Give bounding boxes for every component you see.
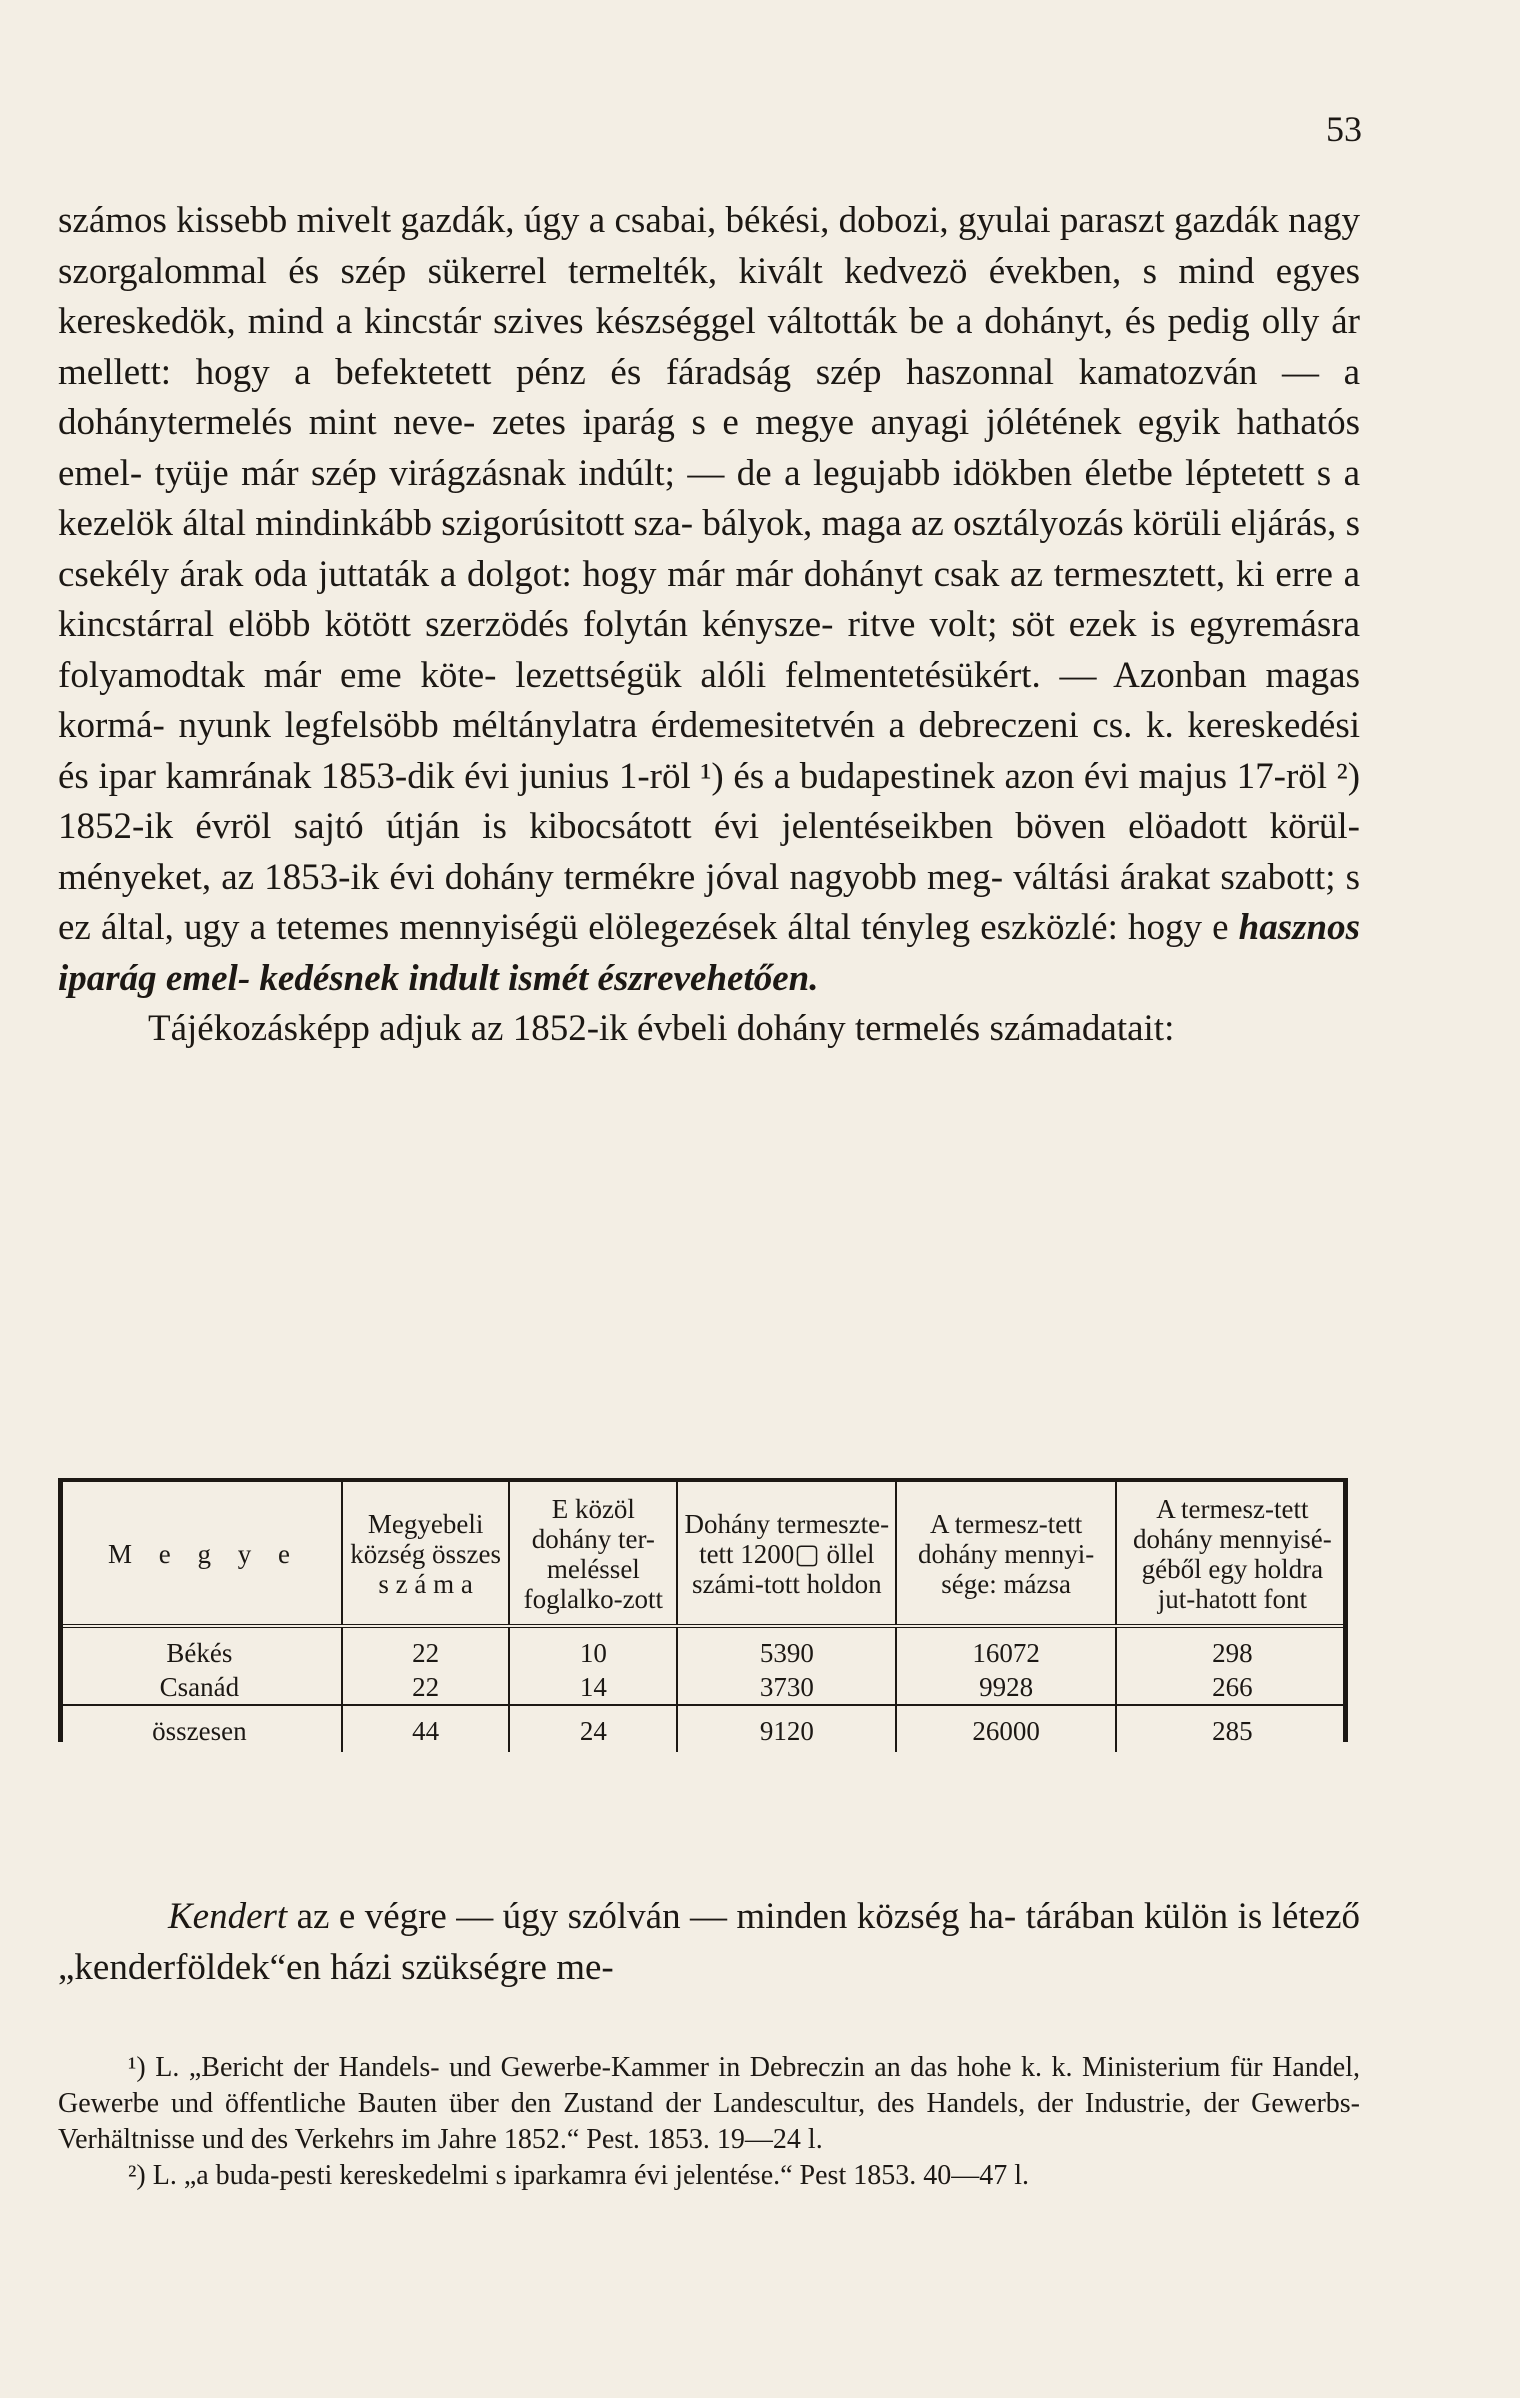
cell: 5390 <box>677 1626 896 1670</box>
cell: 22 <box>342 1626 510 1670</box>
text-line: lezettségük alóli felmentetésükért. — Azonban magas kormá- <box>58 654 1361 746</box>
text-line: útján is kibocsátott évi jelentéseikben böven elöadott körül- <box>385 806 1360 847</box>
text-line: mind a kincstár szives készséggel váltották be a dohányt, és <box>247 301 1156 342</box>
text-line: zetes iparág s e megye anyagi jólétének egyik hathatós emel- <box>58 402 1360 494</box>
cell: Békés <box>166 1638 233 1668</box>
cell: 266 <box>1116 1670 1348 1705</box>
table-border-right <box>1343 1482 1348 1742</box>
header-megye: M e g y e <box>108 1539 300 1569</box>
text-line: tárában külön is létező „kenderföldek“en házi szükségre me- <box>58 1896 1361 1988</box>
text-line: tyüje már szép virágzásnak indúlt; — de a legujabb idökben <box>154 452 1072 494</box>
main-paragraph <box>58 196 1360 1055</box>
cell: 298 <box>1116 1626 1348 1670</box>
text-line: Tájékozásképp adjuk az 1852-ik évbeli dohány termelés <box>148 1008 981 1049</box>
tobacco-table <box>58 1478 1348 1752</box>
text-line: ritve volt; söt ezek is egyremásra folyamodtak már eme köte- <box>58 604 1361 696</box>
header-kozseg: Megyebeli község összes s z á m a <box>342 1480 510 1626</box>
text-line: váltási árakat szabott; s ez által, ugy a tetemes mennyiségü <box>58 856 1361 948</box>
cell: 44 <box>342 1705 510 1752</box>
cell: 9928 <box>896 1670 1115 1705</box>
text-line: bályok, maga az osztályozás körüli eljárás, s csekély árak oda <box>58 503 1361 595</box>
text-line: szép haszonnal kamatozván — a dohánytermelés mint neve- <box>58 351 1360 443</box>
emphasis-text: hasznos iparág emel- <box>58 907 1360 999</box>
text-line: gyulai paraszt gazdák nagy szorgalommal és szép sükerrel <box>58 200 1360 292</box>
cell: 9120 <box>677 1705 896 1752</box>
header-hold: Dohány termeszte-tett 1200▢ öllel számi-tott holdon <box>677 1480 896 1626</box>
text-line: pedig olly ár mellett: hogy a befektetett pénz és fáradság <box>58 301 1360 393</box>
table-row <box>58 1626 1348 1670</box>
after-table-paragraph <box>58 1892 1360 1993</box>
text-line: ményeket, az 1853-ik évi dohány termékre jóval nagyobb meg- <box>58 856 1004 898</box>
cell: 285 <box>1116 1705 1348 1752</box>
text-line: termelték, kivált kedvezö években, s mind egyes kereskedök, <box>58 250 1361 342</box>
text-line: k. kereskedési és ipar kamrának 1853-dik évi junius 1-röl ¹) <box>58 705 1360 797</box>
header-dohanytermelo: E közöl dohány ter-meléssel foglalko-zott <box>509 1480 677 1626</box>
page-number: 53 <box>1326 109 1362 149</box>
cell: 16072 <box>896 1626 1115 1670</box>
text-line: nyunk legfelsöbb méltánylatra érdemesitetvén a debreczeni cs. <box>178 705 1133 746</box>
cell: 22 <box>342 1670 510 1705</box>
table-border-left <box>58 1482 63 1742</box>
cell: 10 <box>509 1626 677 1670</box>
text-line: ki erre a kincstárral elöbb kötött szerzödés folytán kénysze- <box>58 553 1360 645</box>
table-intro <box>58 1004 1360 1055</box>
table-total-row <box>58 1705 1348 1752</box>
header-mazsa: A termesz-tett dohány mennyi-sége: mázsa <box>896 1480 1115 1626</box>
emphasis-text: kedésnek indult ismét észrevehetően. <box>259 957 819 999</box>
text-line: az e végre — úgy szólván — minden község ha- <box>287 1896 1017 1937</box>
cell: Csanád <box>159 1672 240 1702</box>
text-line: elölegezések által tényleg eszközlé: hogy e <box>588 907 1229 948</box>
footnote-2: ²) L. „a buda-pesti kereskedelmi s iparkamra évi jelentése.“ Pest 1853. 40—47 l. <box>128 2160 1030 2191</box>
paragraph-body <box>58 196 1360 1004</box>
paragraph-body <box>58 1892 1360 1993</box>
text-line: számos kissebb mivelt gazdák, úgy a csabai, békési, dobozi, <box>58 200 949 241</box>
cell: 24 <box>509 1705 677 1752</box>
footnote-1: ¹) L. „Bericht der Handels- und Gewerbe-Kammer in Debreczin an das hohe k. k. Ministerium für Handel, Gewerbe und öffentliche Bauten über den Zustand der Landescultur, des Handels, der Industrie, der Gewerbs-Verhältnisse und des Verkehrs im Jahre 1852.“ Pest. 1853. 19—24 l. <box>58 2052 1360 2155</box>
table-row <box>58 1670 1348 1705</box>
emphasis-text: Kendert <box>168 1896 288 1937</box>
cell: 14 <box>509 1670 677 1705</box>
header-font: A termesz-tett dohány mennyisé-géből egy holdra jut-hatott font <box>1116 1480 1348 1626</box>
text-line: életbe léptetett s a kezelök által mindinkább szigorúsitott sza- <box>58 452 1361 544</box>
data-table <box>58 1478 1348 1752</box>
text-line: számadatait: <box>989 1008 1175 1049</box>
text-line: és a budapestinek azon évi majus 17-röl ²) 1852-ik évröl sajtó <box>58 755 1361 847</box>
text-line: juttaták a dolgot: hogy már már dohányt csak az termesztett, <box>318 553 1226 595</box>
cell: 26000 <box>896 1705 1115 1752</box>
cell: összesen <box>58 1705 342 1752</box>
table-header-row <box>58 1480 1348 1626</box>
cell: 3730 <box>677 1670 896 1705</box>
footnotes <box>58 2050 1360 2194</box>
